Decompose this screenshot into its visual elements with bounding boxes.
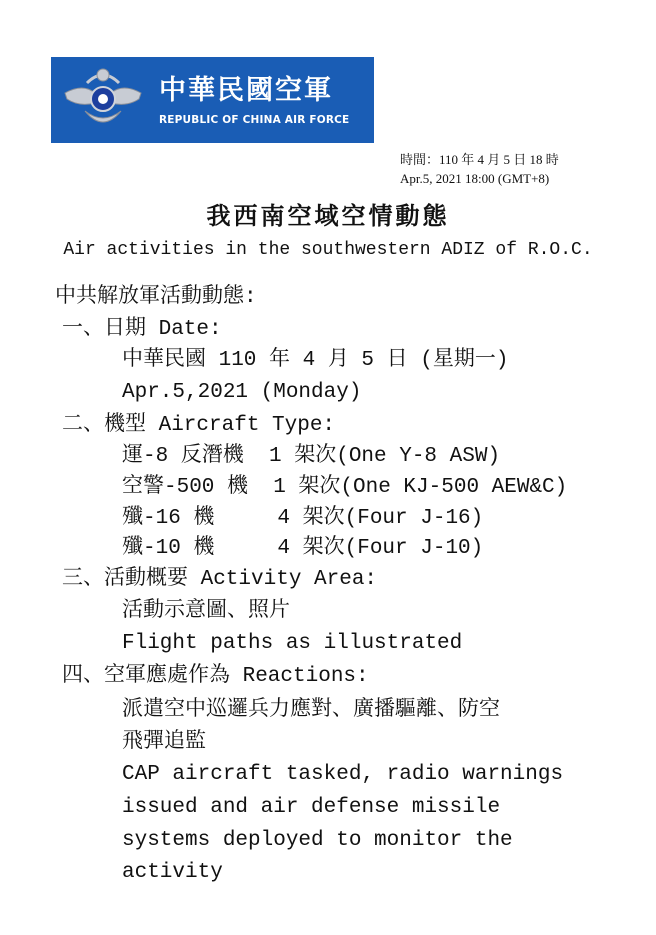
aircraft-row: 運-8 反潛機 1 架次(One Y-8 ASW) [122, 445, 501, 468]
reactions-en-line: systems deployed to monitor the [122, 829, 513, 852]
timestamp-en: Apr.5, 2021 18:00 (GMT+8) [400, 171, 550, 186]
page-title-zh: 我西南空域空情動態 [206, 201, 450, 230]
banner-title-en: REPUBLIC OF CHINA AIR FORCE [159, 114, 350, 126]
page-title-en: Air activities in the southwestern ADIZ of R.O.C. [63, 240, 593, 260]
activity-area-en: Flight paths as illustrated [122, 632, 463, 655]
timestamp-zh: 時間：110 年 4 月 5 日 18 時 [400, 152, 559, 167]
reactions-en-line: issued and air defense missile [122, 796, 501, 819]
reactions-en-line: CAP aircraft tasked, radio warnings [122, 763, 564, 786]
activity-area-heading: 三、活動概要 Activity Area: [62, 568, 378, 591]
roc-air-force-emblem-icon [51, 57, 151, 143]
reactions-zh-line: 飛彈追監 [122, 731, 206, 754]
date-en: Apr.5,2021 (Monday) [122, 381, 362, 404]
reactions-en-line: activity [122, 861, 223, 884]
aircraft-row: 空警-500 機 1 架次(One KJ-500 AEW&C) [122, 476, 568, 499]
section-heading: 中共解放軍活動動態: [55, 286, 257, 309]
aircraft-row: 殲-16 機 4 架次(Four J-16) [122, 507, 484, 530]
reactions-zh-line: 派遣空中巡邏兵力應對、廣播驅離、防空 [122, 699, 500, 722]
banner-title-zh: 中華民國空軍 [159, 75, 333, 106]
aircraft-type-heading: 二、機型 Aircraft Type: [62, 414, 336, 437]
reactions-heading: 四、空軍應處作為 Reactions: [62, 665, 369, 688]
report-timestamp [400, 150, 559, 188]
aircraft-row: 殲-10 機 4 架次(Four J-10) [122, 537, 484, 560]
date-heading: 一、日期 Date: [62, 318, 222, 341]
date-zh: 中華民國 110 年 4 月 5 日 (星期一) [122, 349, 509, 372]
activity-area-zh: 活動示意圖、照片 [122, 600, 290, 623]
air-force-banner [51, 57, 374, 143]
